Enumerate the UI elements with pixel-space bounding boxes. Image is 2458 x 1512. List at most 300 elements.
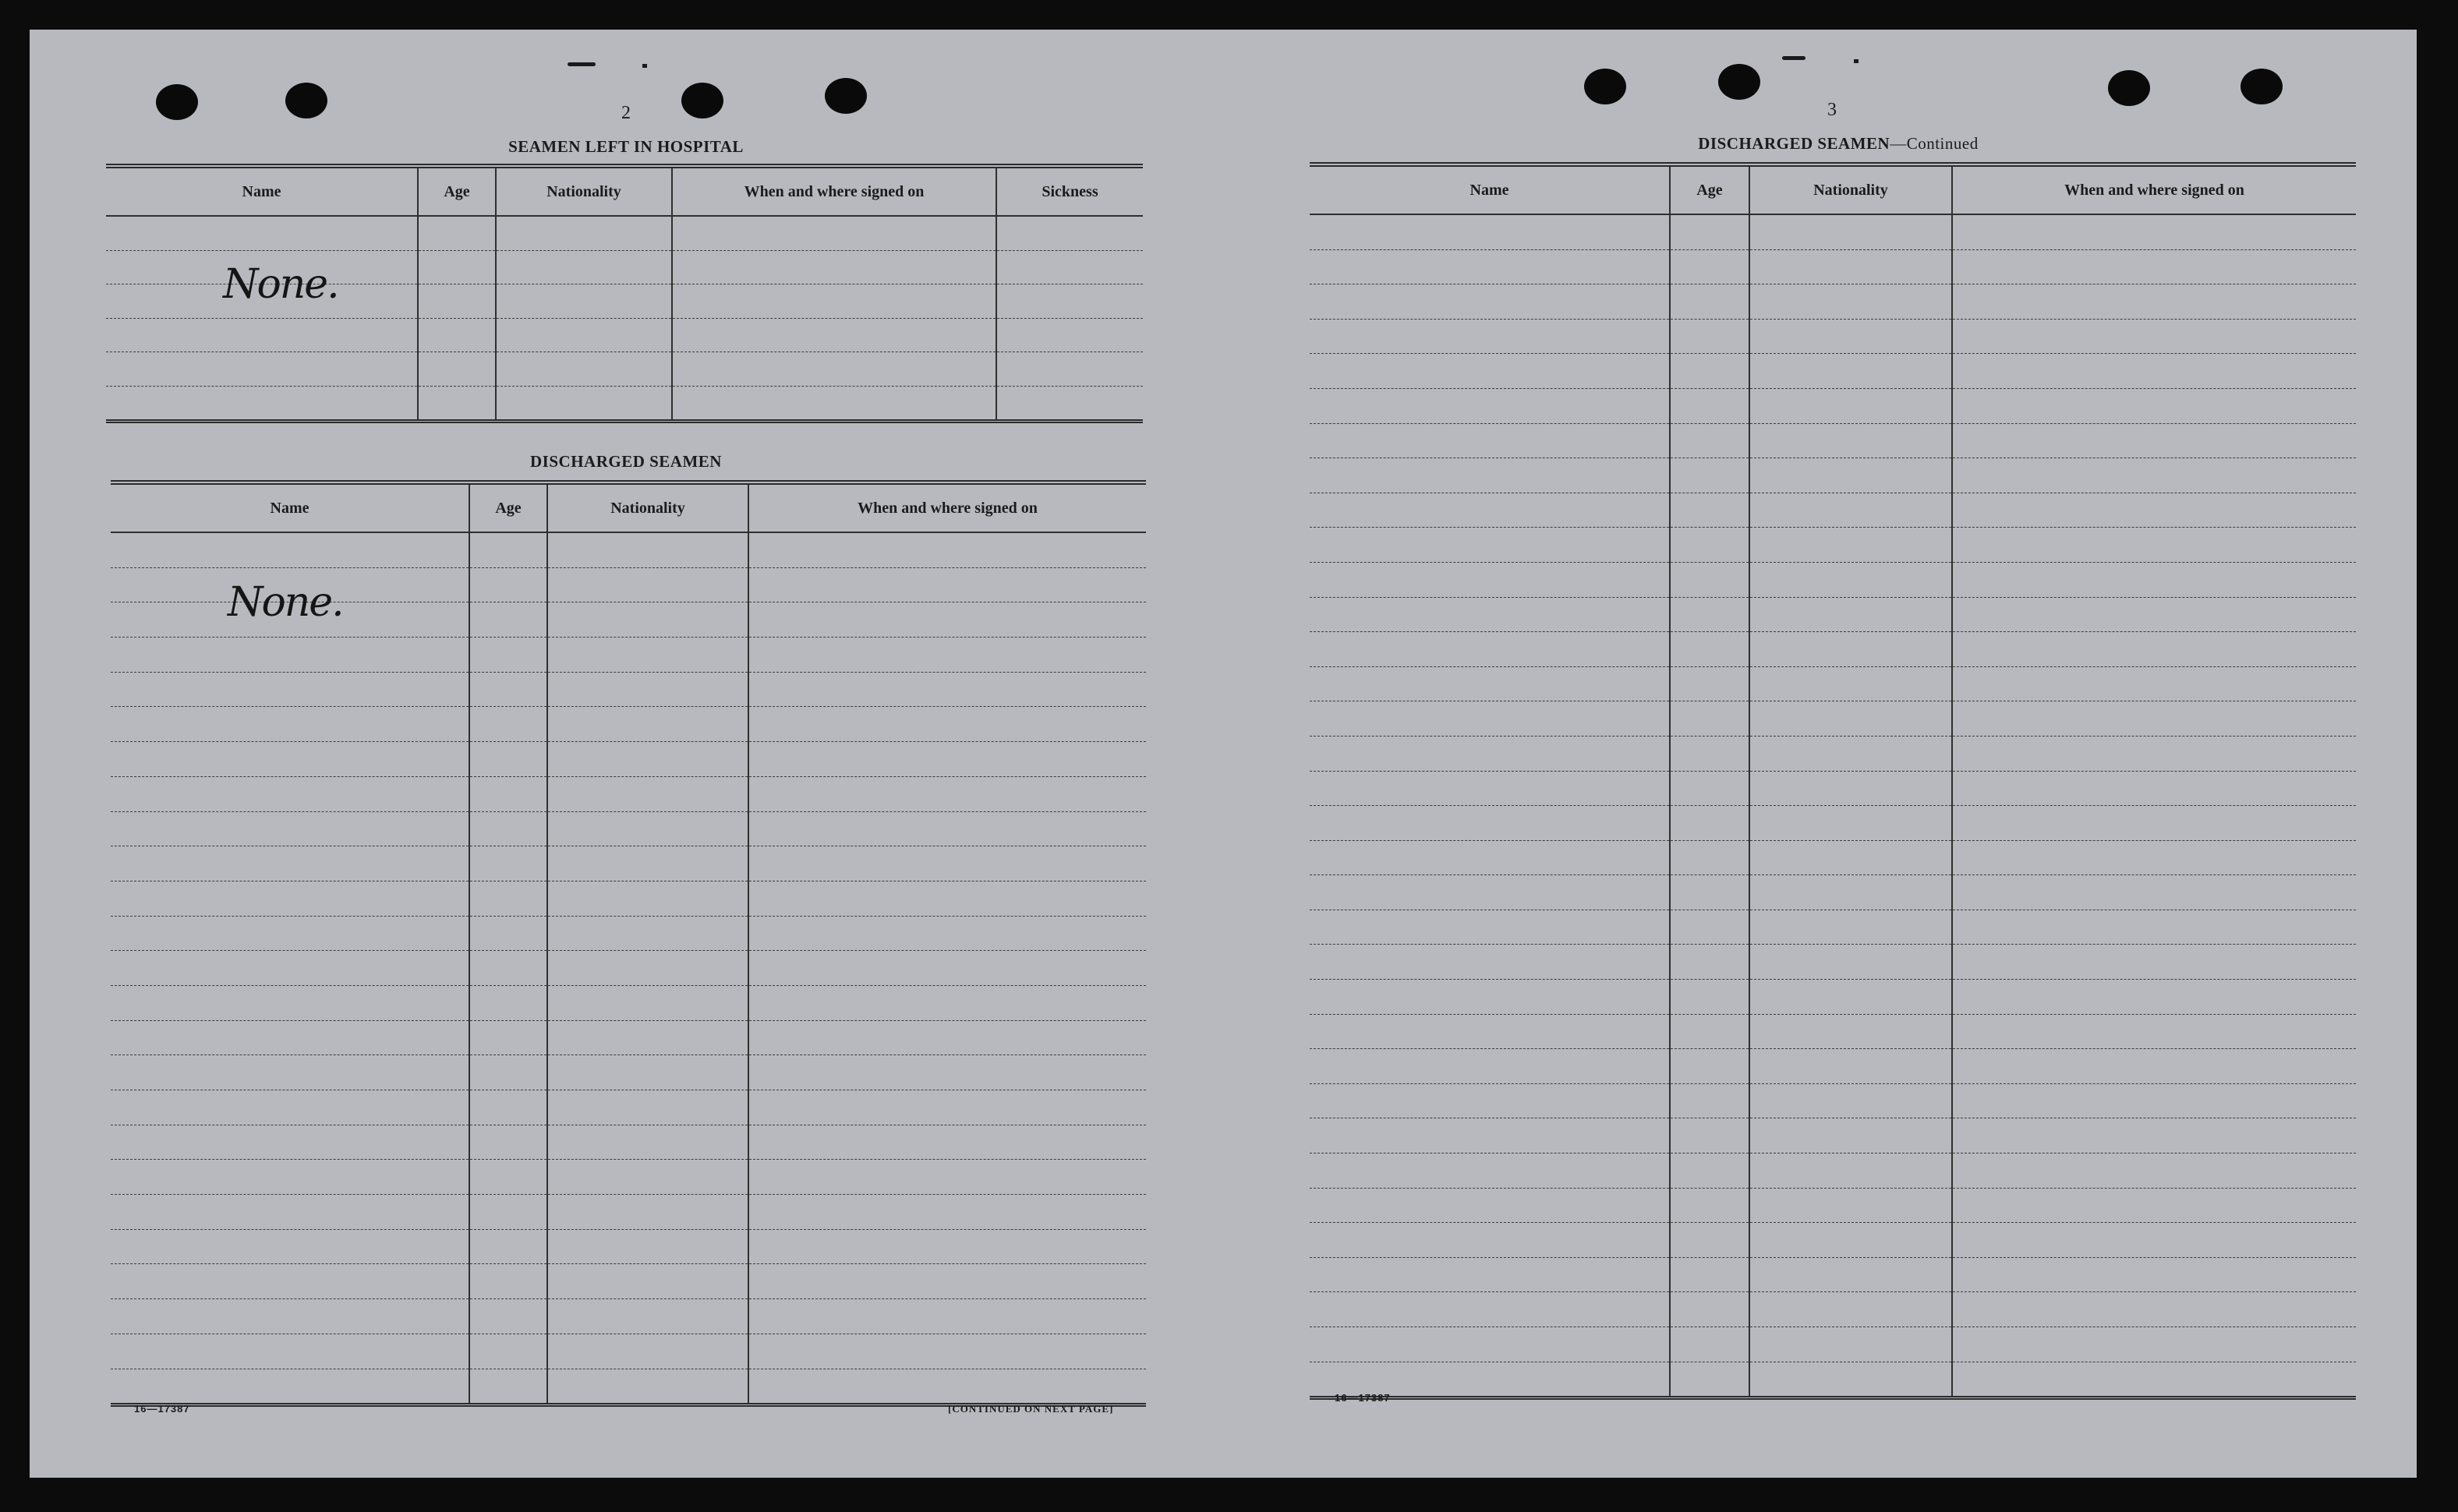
table-cell [111,1334,469,1369]
table-row [111,1264,1146,1299]
table-row [1310,458,2356,493]
table-cell [1952,875,2356,910]
table-cell [418,352,496,387]
table-cell [1310,319,1670,354]
table-cell [547,707,748,742]
table-cell [1749,493,1952,528]
table-cell [1952,1327,2356,1362]
table-cell [1952,1153,2356,1189]
table-cell [1310,423,1670,458]
table-cell [1952,1083,2356,1118]
table-cell [1670,1083,1749,1118]
table-cell [1310,284,1670,320]
table-row [1310,736,2356,771]
table-cell [748,1229,1146,1264]
table-cell [111,951,469,986]
table-row [111,1369,1146,1405]
table-cell [1749,1223,1952,1258]
table-row [1310,1153,2356,1189]
table-cell [672,386,996,422]
table-cell [418,386,496,422]
table-cell [1670,388,1749,423]
table-cell [1952,319,2356,354]
continued-title-main: DISCHARGED SEAMEN [1698,134,1890,153]
table-cell [748,742,1146,777]
table-row [1310,1292,2356,1327]
table-row [1310,528,2356,563]
table-cell [469,1369,547,1405]
table-cell [1670,423,1749,458]
table-cell [469,1229,547,1264]
table-cell [469,1334,547,1369]
table-cell [748,1264,1146,1299]
table-row [1310,980,2356,1015]
table-cell [469,776,547,811]
column-header-name: Name [1310,164,1670,214]
table-row [111,846,1146,881]
table-cell [469,881,547,916]
table-cell [1310,388,1670,423]
punch-hole [2240,69,2283,104]
table-cell [1952,493,2356,528]
table-cell [1670,1153,1749,1189]
table-cell [1670,771,1749,806]
table-cell [1310,1188,1670,1223]
table-cell [1670,806,1749,841]
page-number-right: 3 [1827,100,1837,120]
table-cell [1310,354,1670,389]
table-cell [1670,910,1749,945]
table-cell [1310,806,1670,841]
table-cell [1749,458,1952,493]
table-cell [1670,980,1749,1015]
table-cell [547,1195,748,1230]
table-cell [1749,1188,1952,1223]
table-cell [547,985,748,1020]
table-cell [1952,806,2356,841]
table-cell [469,672,547,707]
table-row [111,672,1146,707]
hospital-table [106,164,1143,423]
form-number-right: 16—17387 [1335,1392,1391,1404]
table-cell [111,1090,469,1125]
table-row [1310,284,2356,320]
table-cell [748,1160,1146,1195]
table-row [111,1020,1146,1055]
table-row [111,1334,1146,1369]
table-cell [1670,632,1749,667]
table-cell [469,951,547,986]
table-cell [469,985,547,1020]
table-row [1310,701,2356,737]
table-row [111,1195,1146,1230]
table-cell [996,386,1143,422]
table-cell [1310,458,1670,493]
table-cell [1952,1014,2356,1049]
table-cell [1310,945,1670,980]
table-cell [1952,1257,2356,1292]
table-cell [1310,214,1670,249]
handwritten-entry: None. [228,579,343,627]
table-cell [418,216,496,250]
table-cell [547,1055,748,1090]
table-cell [748,1055,1146,1090]
table-cell [1749,632,1952,667]
table-cell [469,1299,547,1334]
table-row [111,1160,1146,1195]
table-cell [111,1020,469,1055]
table-cell [748,846,1146,881]
table-cell [1952,840,2356,875]
table-row [1310,666,2356,701]
table-cell [748,1090,1146,1125]
table-cell [469,1160,547,1195]
table-cell [469,1090,547,1125]
table-row [1310,1257,2356,1292]
table-cell [748,916,1146,951]
table-cell [1670,354,1749,389]
table-cell [996,216,1143,250]
ink-speck [1854,59,1859,63]
table-cell [1670,214,1749,249]
table-cell [547,602,748,638]
table-cell [1749,562,1952,597]
column-header-nationality: Nationality [496,166,672,216]
table-row [1310,945,2356,980]
table-cell [418,250,496,284]
table-cell [111,1160,469,1195]
table-cell [111,742,469,777]
column-header-age: Age [418,166,496,216]
table-cell [547,1229,748,1264]
table-cell [672,352,996,387]
table-cell [547,742,748,777]
ink-speck [568,62,596,66]
table-cell [748,881,1146,916]
table-cell [1749,354,1952,389]
table-row [111,1125,1146,1160]
table-cell [748,707,1146,742]
table-cell [1310,840,1670,875]
table-cell [1749,980,1952,1015]
table-row [1310,840,2356,875]
table-cell [1310,1292,1670,1327]
table-cell [496,386,672,422]
punch-hole [285,83,327,118]
table-cell [1749,597,1952,632]
table-cell [748,602,1146,638]
table-cell [1749,666,1952,701]
table-cell [1952,666,2356,701]
table-cell [1749,214,1952,249]
table-row [1310,423,2356,458]
table-row [1310,1118,2356,1153]
continued-section-title [1612,134,2064,154]
table-cell [547,1334,748,1369]
table-cell [1749,1083,1952,1118]
table-cell [547,916,748,951]
discharged-rows [111,532,1146,1405]
table-cell [748,638,1146,673]
table-cell [111,532,469,567]
table-cell [1952,388,2356,423]
table-cell [496,284,672,319]
table-cell [547,638,748,673]
table-row [111,916,1146,951]
table-row [1310,214,2356,249]
table-row [1310,1223,2356,1258]
table-row [106,352,1143,387]
table-row [1310,249,2356,284]
column-header-name: Name [111,482,469,532]
table-cell [672,216,996,250]
table-row [1310,319,2356,354]
table-cell [1952,528,2356,563]
table-cell [748,1195,1146,1230]
table-cell [1952,736,2356,771]
table-cell [1749,1049,1952,1084]
table-cell [111,1195,469,1230]
table-cell [111,672,469,707]
continued-title-suffix: —Continued [1890,134,1979,153]
table-cell [469,1055,547,1090]
table-cell [496,352,672,387]
table-cell [111,811,469,846]
table-cell [106,261,418,319]
table-row [1310,1362,2356,1398]
table-cell [1952,1223,2356,1258]
column-header-signed-on: When and where signed on [1952,164,2356,214]
table-cell [748,985,1146,1020]
table-cell [111,1055,469,1090]
table-cell [1310,666,1670,701]
table-cell [469,811,547,846]
table-cell [111,916,469,951]
page-number-left: 2 [621,103,631,123]
table-row [111,1055,1146,1090]
table-cell [1952,632,2356,667]
table-row [111,1299,1146,1334]
table-row [1310,632,2356,667]
table-cell [1310,1257,1670,1292]
table-row [1310,1327,2356,1362]
table-cell [111,579,469,638]
table-cell [672,250,996,284]
table-cell [1952,1292,2356,1327]
column-header-name: Name [106,166,418,216]
punch-hole [2108,70,2150,106]
table-cell [1749,771,1952,806]
table-cell [1749,736,1952,771]
table-cell [1670,1188,1749,1223]
table-cell [111,776,469,811]
punch-hole [825,78,867,114]
table-cell [496,250,672,284]
table-cell [469,567,547,602]
table-cell [1952,284,2356,320]
table-row [1310,1188,2356,1223]
table-cell [1952,1118,2356,1153]
table-cell [547,567,748,602]
table-cell [111,638,469,673]
table-row [111,985,1146,1020]
column-header-nationality: Nationality [547,482,748,532]
hospital-rows [106,216,1143,422]
table-cell [111,1229,469,1264]
table-cell [1310,736,1670,771]
table-cell [496,318,672,352]
table-row [106,318,1143,352]
table-row [1310,771,2356,806]
table-cell [996,284,1143,319]
table-cell [418,284,496,319]
table-cell [996,352,1143,387]
column-header-signed-on: When and where signed on [672,166,996,216]
table-cell [1749,1292,1952,1327]
table-row [1310,354,2356,389]
table-cell [1310,1118,1670,1153]
column-header-signed-on: When and where signed on [748,482,1146,532]
table-cell [547,846,748,881]
table-cell [1310,1083,1670,1118]
table-cell [1952,701,2356,737]
table-cell [547,1020,748,1055]
table-cell [1670,284,1749,320]
table-cell [106,216,418,250]
table-cell [111,881,469,916]
table-cell [1749,1014,1952,1049]
hospital-section-title: SEAMEN LEFT IN HOSPITAL [508,137,744,156]
table-cell [111,707,469,742]
discharged-section-title: DISCHARGED SEAMEN [530,452,722,471]
table-cell [1670,1014,1749,1049]
table-row [1310,388,2356,423]
table-cell [748,1299,1146,1334]
table-row [111,811,1146,846]
table-cell [106,352,418,387]
table-cell [1310,597,1670,632]
table-cell [547,1369,748,1405]
table-cell [547,532,748,567]
discharged-continued-table [1310,162,2356,1400]
table-cell [1749,319,1952,354]
table-cell [1952,771,2356,806]
table-cell [469,707,547,742]
table-cell [1670,597,1749,632]
table-cell [1749,423,1952,458]
table-cell [748,776,1146,811]
table-cell [418,318,496,352]
table-cell [1670,249,1749,284]
table-cell [1670,319,1749,354]
table-row [1310,493,2356,528]
table-cell [547,672,748,707]
table-cell [1670,701,1749,737]
table-row [106,284,1143,319]
table-cell [1749,1257,1952,1292]
table-cell [672,284,996,319]
table-cell [547,1299,748,1334]
manifest-sheet [30,30,2417,1478]
column-header-age: Age [469,482,547,532]
table-cell [547,1264,748,1299]
table-row [111,1090,1146,1125]
column-header-nationality: Nationality [1749,164,1952,214]
table-cell [1952,214,2356,249]
table-cell [1310,980,1670,1015]
table-cell [469,532,547,567]
table-cell [1749,1153,1952,1189]
table-cell [1749,840,1952,875]
table-cell [1310,1327,1670,1362]
punch-hole [1584,69,1626,104]
table-cell [469,742,547,777]
table-row [111,532,1146,567]
table-cell [111,1264,469,1299]
table-cell [111,985,469,1020]
table-cell [996,250,1143,284]
table-cell [547,1090,748,1125]
punch-hole [1718,64,1760,100]
table-cell [1952,562,2356,597]
table-cell [1749,701,1952,737]
table-cell [996,318,1143,352]
table-cell [1670,666,1749,701]
ink-speck [642,64,647,68]
table-row [111,1229,1146,1264]
table-cell [1670,1257,1749,1292]
table-cell [1749,1327,1952,1362]
table-row [1310,1049,2356,1084]
form-number-left: 16—17387 [134,1403,190,1415]
table-cell [748,532,1146,567]
table-cell [1749,806,1952,841]
table-cell [1670,562,1749,597]
table-cell [1749,249,1952,284]
table-row [111,707,1146,742]
table-cell [1310,1153,1670,1189]
table-row [1310,806,2356,841]
table-cell [1670,840,1749,875]
table-cell [111,1299,469,1334]
table-cell [1670,1292,1749,1327]
table-cell [1670,875,1749,910]
table-cell [1952,910,2356,945]
table-row [111,951,1146,986]
table-cell [111,1369,469,1405]
table-cell [1749,284,1952,320]
table-cell [748,567,1146,602]
table-cell [469,638,547,673]
handwritten-entry: None. [223,261,338,308]
column-header-age: Age [1670,164,1749,214]
table-cell [1952,249,2356,284]
table-cell [1310,1014,1670,1049]
table-cell [748,811,1146,846]
table-row [111,638,1146,673]
table-cell [1670,458,1749,493]
table-cell [106,318,418,352]
table-cell [469,1195,547,1230]
table-cell [496,216,672,250]
table-cell [1670,736,1749,771]
table-cell [1310,701,1670,737]
table-cell [748,951,1146,986]
table-cell [1749,910,1952,945]
table-cell [547,951,748,986]
column-header-sickness: Sickness [996,166,1143,216]
continued-rows [1310,214,2356,1398]
